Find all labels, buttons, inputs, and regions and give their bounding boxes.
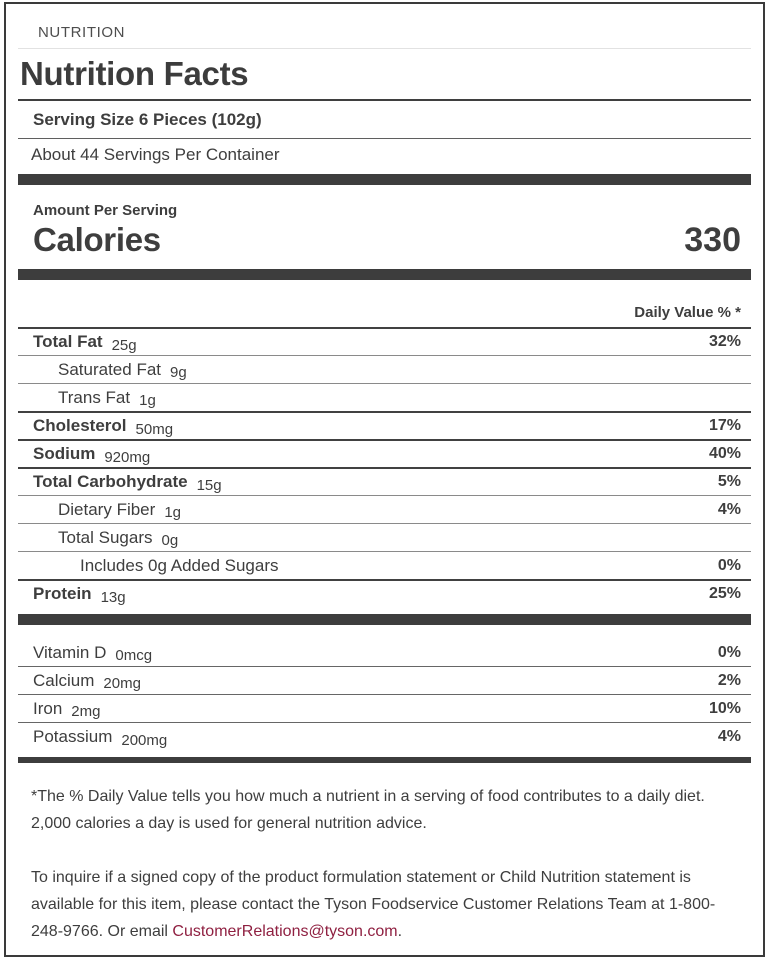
nutrient-daily-value: 2%: [717, 671, 741, 689]
nutrient-daily-value: 0%: [717, 556, 741, 574]
nutrient-name: Iron: [33, 698, 63, 718]
spacer: [18, 607, 751, 614]
nutrient-amount: 200mg: [121, 731, 168, 749]
nutrient-row-total-fat: [18, 327, 751, 355]
nutrient-name: Total Fat: [33, 332, 103, 351]
daily-value-header: Daily Value % *: [634, 304, 741, 321]
nutrient-daily-value: 40%: [708, 445, 741, 462]
nutrient-daily-value: 17%: [708, 417, 741, 434]
calories-row: [18, 219, 751, 269]
vitamin-row-calcium: [18, 667, 751, 695]
nutrient-name: Saturated Fat: [58, 359, 162, 379]
serving-size: Serving Size 6 Pieces (102g): [33, 110, 262, 129]
nutrient-daily-value: 5%: [717, 473, 741, 490]
spacer: [18, 625, 751, 639]
nutrient-amount: 25g: [111, 336, 137, 354]
calories-value: 330: [684, 221, 741, 259]
nutrient-name: Trans Fat: [58, 387, 131, 407]
nutrient-name: Total Carbohydrate: [33, 472, 188, 491]
section-bar: [18, 757, 751, 763]
nutrient-daily-value: 25%: [708, 585, 741, 602]
nutrient-name: Calcium: [33, 670, 95, 690]
customer-relations-email-link[interactable]: CustomerRelations@tyson.com: [172, 923, 398, 940]
nutrient-amount: 0mcg: [115, 647, 153, 664]
nutrient-row-total-carbohydrate: [18, 467, 751, 495]
nutrient-daily-value: 4%: [717, 728, 741, 745]
nutrition-facts-panel: [4, 2, 765, 957]
calories-label: Calories: [33, 221, 161, 258]
nutrient-name: Includes 0g Added Sugars: [80, 555, 279, 575]
nutrient-amount: 50mg: [135, 420, 174, 438]
nutrient-name: Vitamin D: [33, 642, 107, 662]
nutrient-name: Cholesterol: [33, 416, 127, 435]
nutrient-row-protein: [18, 579, 751, 607]
nutrient-amount: 1g: [164, 504, 181, 521]
nutrient-row-saturated-fat: [18, 355, 751, 383]
tab-bar: [18, 4, 751, 48]
nutrient-daily-value: 32%: [708, 333, 741, 350]
nutrient-daily-value: 10%: [708, 699, 741, 717]
nutrient-daily-value: 4%: [717, 500, 741, 518]
vitamin-row-iron: [18, 695, 751, 723]
nutrient-row-trans-fat: [18, 383, 751, 411]
section-bar: [18, 269, 751, 280]
nutrient-row-cholesterol: [18, 411, 751, 439]
nutrient-amount: 20mg: [103, 675, 141, 692]
page-title: Nutrition Facts: [20, 55, 249, 92]
nutrient-amount: 1g: [139, 392, 156, 409]
nutrient-name: Potassium: [33, 727, 113, 746]
tab-nutrition[interactable]: NUTRITION: [38, 24, 126, 41]
nutrient-row-sodium: [18, 439, 751, 467]
vitamin-row-potassium: [18, 723, 751, 751]
nutrient-amount: 920mg: [104, 448, 151, 466]
nutrient-amount: 15g: [196, 476, 222, 494]
contact-footnote: [18, 864, 751, 945]
nutrient-name: Total Sugars: [58, 527, 153, 547]
nutrient-amount: 13g: [100, 588, 126, 606]
contact-text-period: .: [397, 923, 403, 940]
daily-value-footnote: *The % Daily Value tells you how much a nutrient in a serving of food contributes to a daily diet. 2,000 calories a day is used for general nutrition advice.: [31, 788, 705, 832]
section-bar: [18, 174, 751, 185]
nutrient-name: Dietary Fiber: [58, 499, 156, 519]
nutrient-row-added-sugars: [18, 551, 751, 579]
nutrient-row-total-sugars: [18, 523, 751, 551]
contact-text: To inquire if a signed copy of the product formulation statement or Child Nutrition statement is available for this item, please contact the Tyson Foodservice Customer Relations Team at 1-800-248-9766. Or email: [31, 869, 716, 940]
nutrient-amount: 2mg: [71, 703, 101, 720]
nutrient-amount: 9g: [170, 364, 187, 381]
section-bar: [18, 614, 751, 625]
amount-per-serving-label: Amount Per Serving: [33, 202, 178, 219]
nutrient-name: Protein: [33, 584, 92, 603]
servings-per-container: About 44 Servings Per Container: [31, 145, 280, 164]
nutrient-daily-value: 0%: [717, 643, 741, 661]
vitamin-row-vitamin-d: [18, 639, 751, 667]
nutrient-amount: 0g: [161, 532, 179, 549]
nutrient-name: Sodium: [33, 444, 96, 463]
nutrient-row-dietary-fiber: [18, 495, 751, 523]
